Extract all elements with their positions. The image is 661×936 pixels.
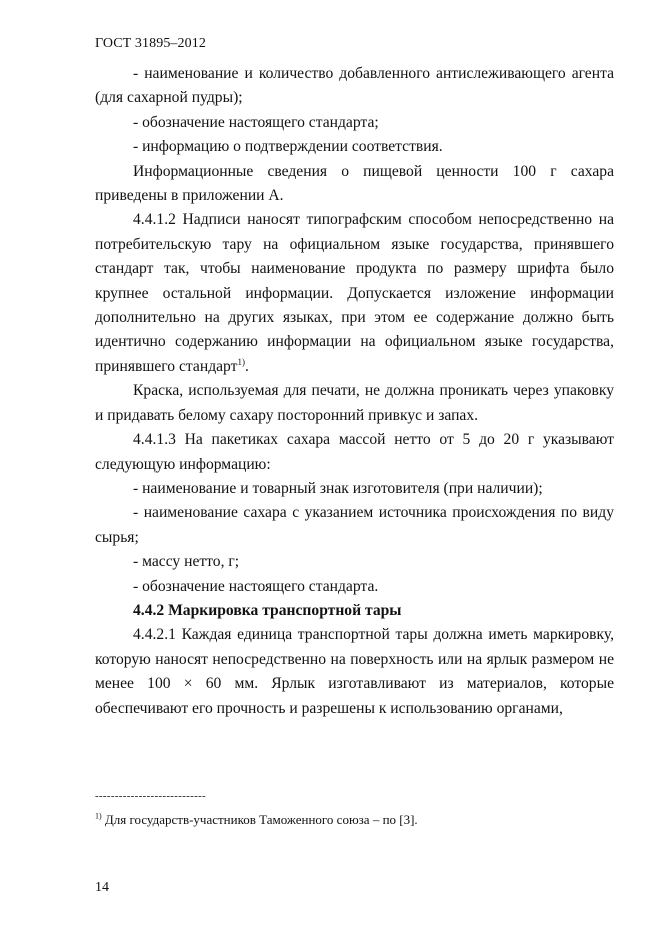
paragraph: Информационные сведения о пищевой ценности 100 г сахара приведены в приложении А. <box>95 162 614 205</box>
footnote-marker: 1) <box>95 811 102 821</box>
page-body <box>95 62 614 721</box>
list-item: - обозначение настоящего стандарта; <box>133 113 379 131</box>
list-item: - массу нетто, г; <box>133 553 240 571</box>
footnote <box>95 812 418 828</box>
sentence-end: . <box>244 357 249 375</box>
paragraph-4-4-1-3: 4.4.1.3 На пакетиках сахара массой нетто от 5 до 20 г указывают следующую информацию: <box>95 431 614 473</box>
list-item: - информацию о подтверждении соответствия. <box>133 138 443 156</box>
paragraph: Краска, используемая для печати, не должна проникать через упаковку и придавать белому сахару посторонний привкус и запах. <box>95 382 614 424</box>
list-item: - наименование и количество добавленного антислеживающего агента (для сахарной пудры); <box>95 65 614 107</box>
document-header: ГОСТ 31895–2012 <box>95 36 206 51</box>
page-number: 14 <box>95 880 109 895</box>
footnote-text: Для государств-участников Таможенного союза – по [3]. <box>101 812 418 827</box>
footnote-reference: 1) <box>237 356 245 367</box>
paragraph-4-4-1-2 <box>95 208 614 379</box>
paragraph-4-4-2-1: 4.4.2.1 Каждая единица транспортной тары должна иметь маркировку, которую наносят непосредственно на поверхность или на ярлык размером не менее 100 × 60 мм. Ярлык изготавливают из материалов, которые обеспечивают его прочность и разрешены к использованию органами, <box>95 626 614 717</box>
paragraph-text: 4.4.1.2 Надписи наносят типографским способом непосредственно на потребительскую тару на официальном языке государства, принявшего стандарт так, чтобы наименование продукта по размеру шрифта было крупнее остальной информации. Допускается изложение информации дополнительно на других языках, при этом ее содержание должно быть идентично содержанию информации на официальном языке государства, принявшего стандарт <box>95 211 614 375</box>
list-item: - обозначение настоящего стандарта. <box>133 577 379 595</box>
list-item: - наименование и товарный знак изготовителя (при наличии); <box>133 479 543 497</box>
footnote-separator: ---------------------------- <box>95 790 206 802</box>
section-heading: 4.4.2 Маркировка транспортной тары <box>133 601 402 619</box>
list-item: - наименование сахара с указанием источника происхождения по виду сырья; <box>95 504 614 546</box>
